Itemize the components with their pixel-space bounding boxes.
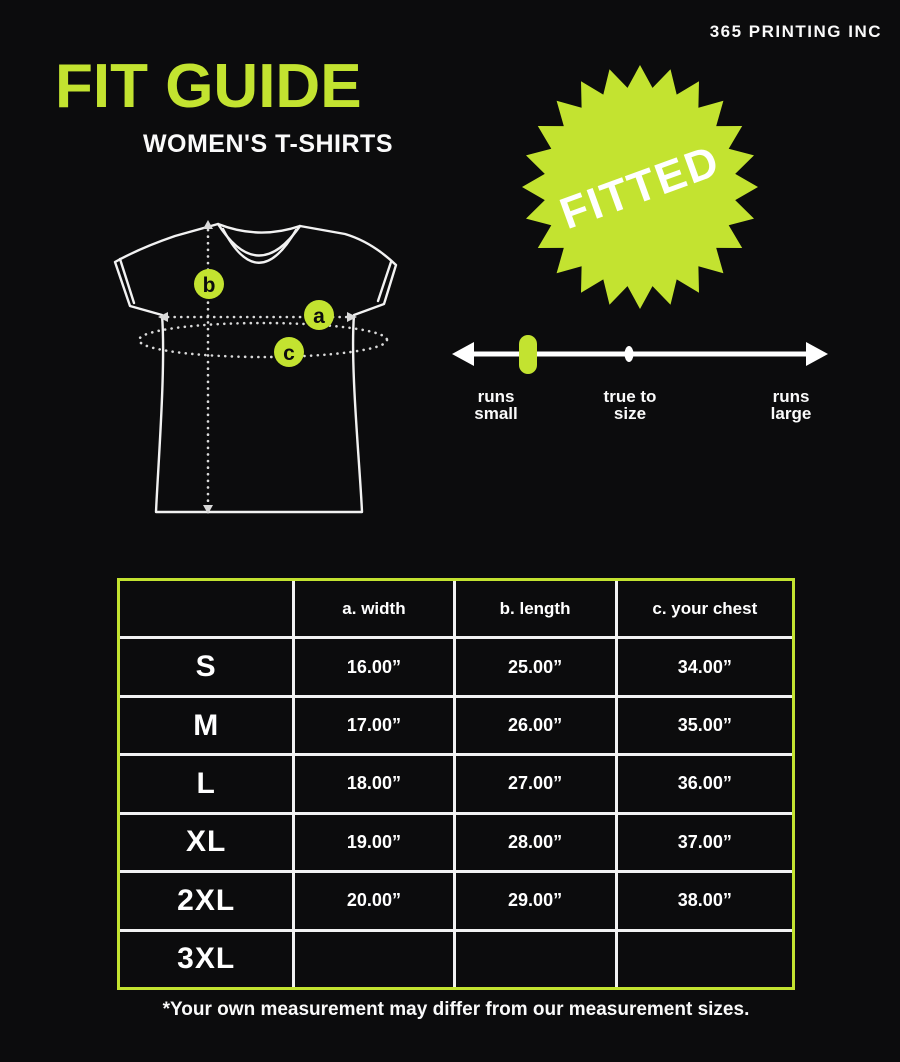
table-cell: 25.00” <box>456 639 615 694</box>
shirt-outline <box>115 224 396 512</box>
marker-a <box>304 300 334 330</box>
size-cell: S <box>120 639 292 694</box>
scale-label-runs-small: runs small <box>474 387 518 423</box>
size-table <box>117 578 795 990</box>
scale-center-dot <box>625 346 634 362</box>
table-cell <box>456 932 615 987</box>
table-cell: 17.00” <box>295 698 452 753</box>
size-cell: L <box>120 756 292 811</box>
header-cell-chest: c. your chest <box>618 581 792 636</box>
table-cell: 26.00” <box>456 698 615 753</box>
collar-inner-line <box>223 229 296 263</box>
table-cell: 35.00” <box>618 698 792 753</box>
fitted-badge <box>515 60 765 314</box>
tshirt-diagram <box>100 196 420 526</box>
right-cuff-line <box>378 262 391 301</box>
chest-dotted-ellipse <box>139 323 387 357</box>
svg-text:b: b <box>202 274 216 297</box>
table-cell: 28.00” <box>456 815 615 870</box>
size-cell: 3XL <box>120 932 292 987</box>
marker-b <box>194 269 224 299</box>
size-cell: 2XL <box>120 873 292 928</box>
table-cell: 20.00” <box>295 873 452 928</box>
table-cell: 36.00” <box>618 756 792 811</box>
scale-arrow-right-icon <box>806 342 828 366</box>
table-cell: 37.00” <box>618 815 792 870</box>
scale-marker <box>519 335 537 374</box>
footnote: *Your own measurement may differ from our measurement sizes. <box>162 999 750 1020</box>
table-cell: 16.00” <box>295 639 452 694</box>
size-cell: XL <box>120 815 292 870</box>
size-cell: M <box>120 698 292 753</box>
scale-label-true-to-size: true to size <box>603 387 657 423</box>
table-cell: 19.00” <box>295 815 452 870</box>
header-cell-blank <box>120 581 292 636</box>
svg-text:a: a <box>313 305 325 328</box>
scale-label-runs-large: runs large <box>770 387 812 423</box>
page-title: FIT GUIDE <box>55 52 362 121</box>
table-cell: 34.00” <box>618 639 792 694</box>
fit-scale <box>450 330 830 382</box>
table-cell: 18.00” <box>295 756 452 811</box>
page-subtitle: WOMEN'S T-SHIRTS <box>142 130 393 158</box>
length-arrow-up-icon <box>203 220 213 229</box>
header-cell-length: b. length <box>456 581 615 636</box>
table-cell: 38.00” <box>618 873 792 928</box>
header-cell-width: a. width <box>295 581 452 636</box>
table-cell: 27.00” <box>456 756 615 811</box>
table-cell: 29.00” <box>456 873 615 928</box>
brand-text: 365 PRINTING INC <box>709 22 882 41</box>
table-cell <box>295 932 452 987</box>
marker-c <box>274 337 304 367</box>
svg-text:c: c <box>283 342 295 365</box>
fitted-badge-label: FITTED <box>553 136 727 239</box>
scale-arrow-left-icon <box>452 342 474 366</box>
table-cell <box>618 932 792 987</box>
